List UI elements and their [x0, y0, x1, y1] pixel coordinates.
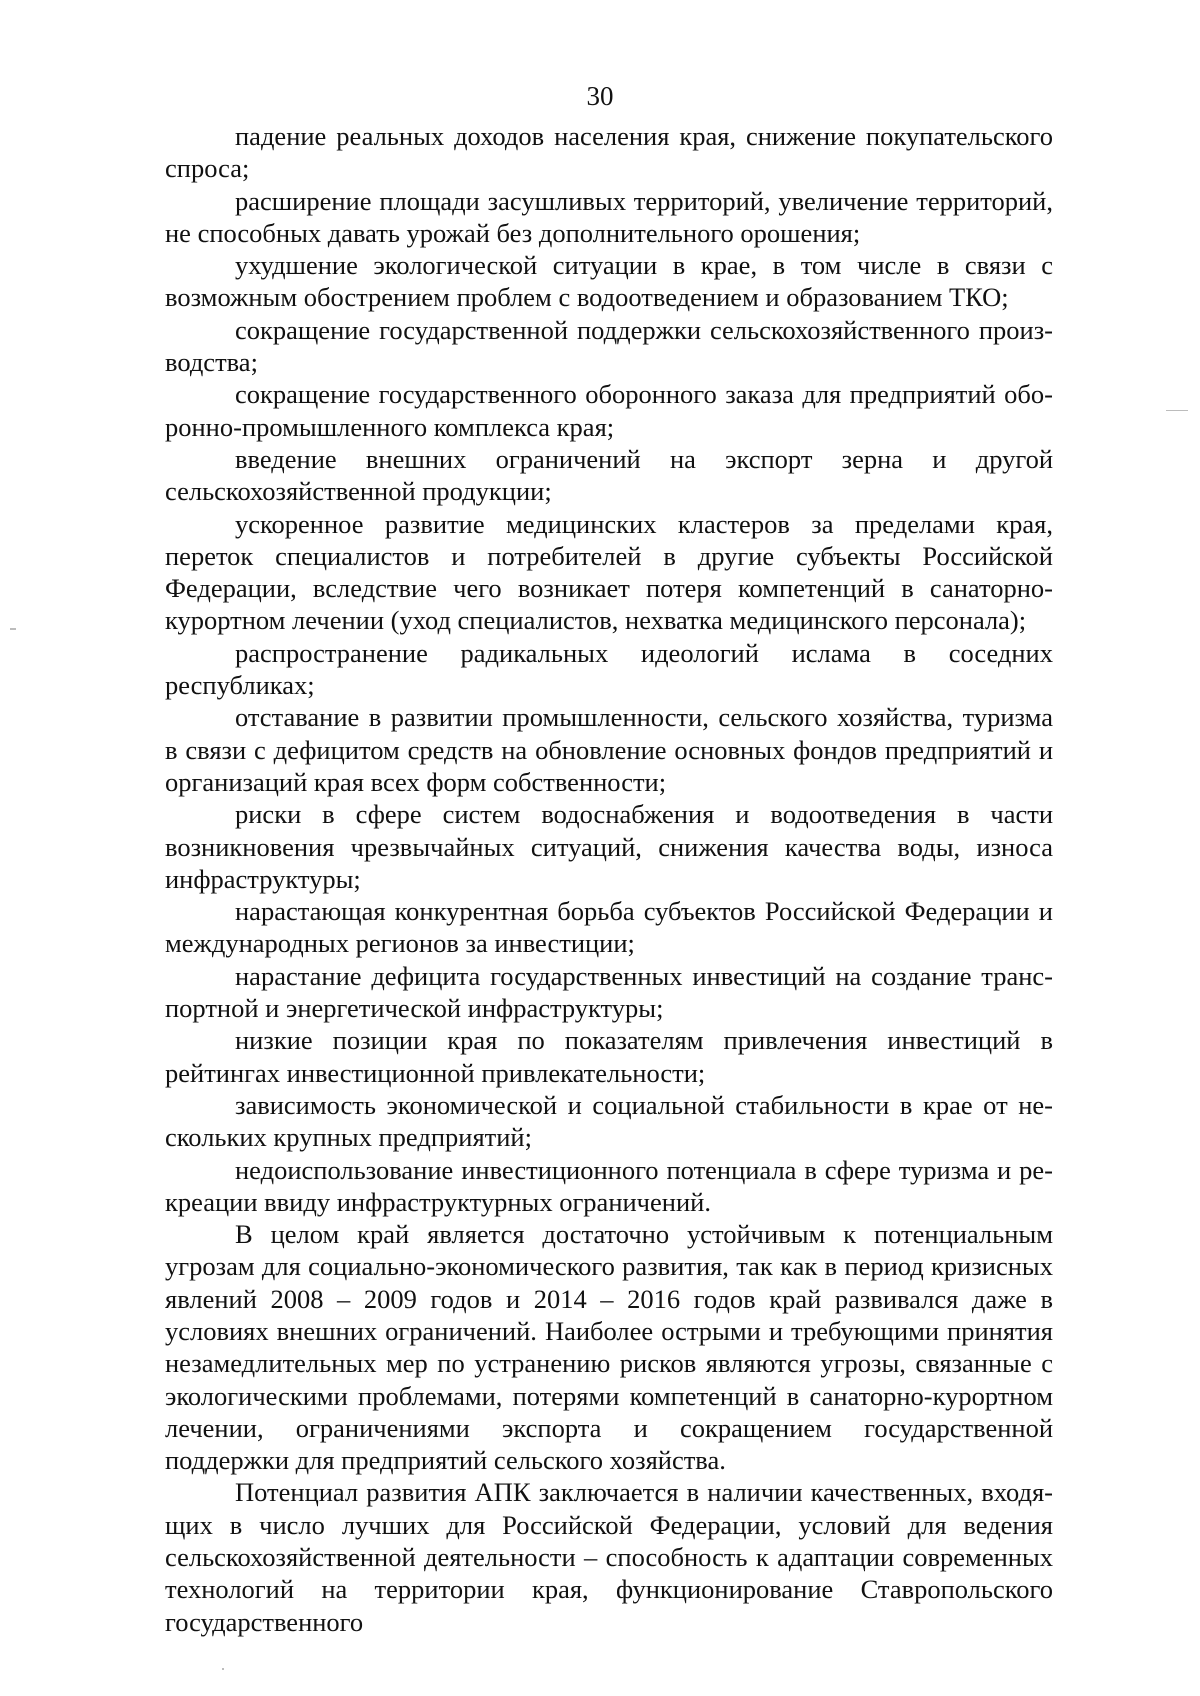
paragraph: нарастающая конкурентная борьба субъектов Российской Федерации и международных регионов за инвестиции; [165, 896, 1053, 959]
paragraph: ускоренное развитие медицинских кластеров за пределами края, переток специалистов и потребителей в другие субъекты Российской Федерации, вследствие чего возникает потеря компетенций в санаторно-курортном лечении (уход специалистов, нехватка медицинского персонала); [165, 508, 1053, 636]
paragraph: введение внешних ограничений на экспорт зерна и другой сельскохозяйственной продукции; [165, 443, 1053, 507]
paragraph: недоиспользование инвестиционного потенциала в сфере туризма и рекреации ввиду инфраструктурных ограничений. [165, 1154, 1053, 1217]
scan-speck [10, 628, 16, 630]
paragraph: низкие позиции края по показателям привлечения инвестиций в рейтингах инвестиционной привлекательности; [165, 1025, 1053, 1088]
document-body [165, 120, 1053, 1638]
page-number: 30 [586, 81, 614, 111]
scan-speck [1166, 410, 1188, 411]
paragraph: отставание в развитии промышленности, сельского хозяйства, туризма в связи с дефицитом средств на обновление основных фондов предприятий и организаций края всех форм собственности; [165, 702, 1053, 797]
paragraph: падение реальных доходов населения края, снижение покупательского спроса; [165, 121, 1053, 184]
paragraph: В целом край является достаточно устойчивым к потенциальным угрозам для социально-экономического развития, так как в период кризисных явлений 2008 – 2009 годов и 2014 – 2016 годов край развивался даже в условиях внешних ограничений. Наиболее острыми и требующими принятия незамедлительных мер по устранению рисков являются угрозы, связанные с экологическими проблемами, потерями компетенций в санаторно-курортном лечении, ограничениями экспорта и сокращением государственной поддержки для предприятий сельского хозяйства. [165, 1219, 1053, 1476]
paragraph: сокращение государственного оборонного заказа для предприятий оборонно-промышленного комплекса края; [165, 379, 1053, 442]
paragraph: зависимость экономической и социальной стабильности в крае от нескольких крупных предприятий; [165, 1089, 1053, 1153]
paragraph: сокращение государственной поддержки сельскохозяйственного производства; [165, 314, 1053, 378]
paragraph: нарастание дефицита государственных инвестиций на создание транспортной и энергетической инфраструктуры; [165, 960, 1053, 1024]
paragraph: риски в сфере систем водоснабжения и водоотведения в части возникновения чрезвычайных ситуаций, снижения качества воды, износа инфраструктуры; [165, 799, 1053, 894]
paragraph: ухудшение экологической ситуации в крае, в том числе в связи с возможным обострением проблем с водоотведением и образованием ТКО; [165, 250, 1053, 313]
paragraph: расширение площади засушливых территорий, увеличение территорий, не способных давать урожай без дополнительного орошения; [165, 185, 1053, 248]
paragraph: распространение радикальных идеологий ислама в соседних республиках; [165, 637, 1053, 701]
scan-speck [222, 1668, 224, 1670]
paragraph: Потенциал развития АПК заключается в наличии качественных, входящих в число лучших для Российской Федерации, условий для ведения сельскохозяйственной деятельности – способность к адаптации современных технологий на территории края, функционирование Ставропольского государственного [165, 1477, 1053, 1637]
